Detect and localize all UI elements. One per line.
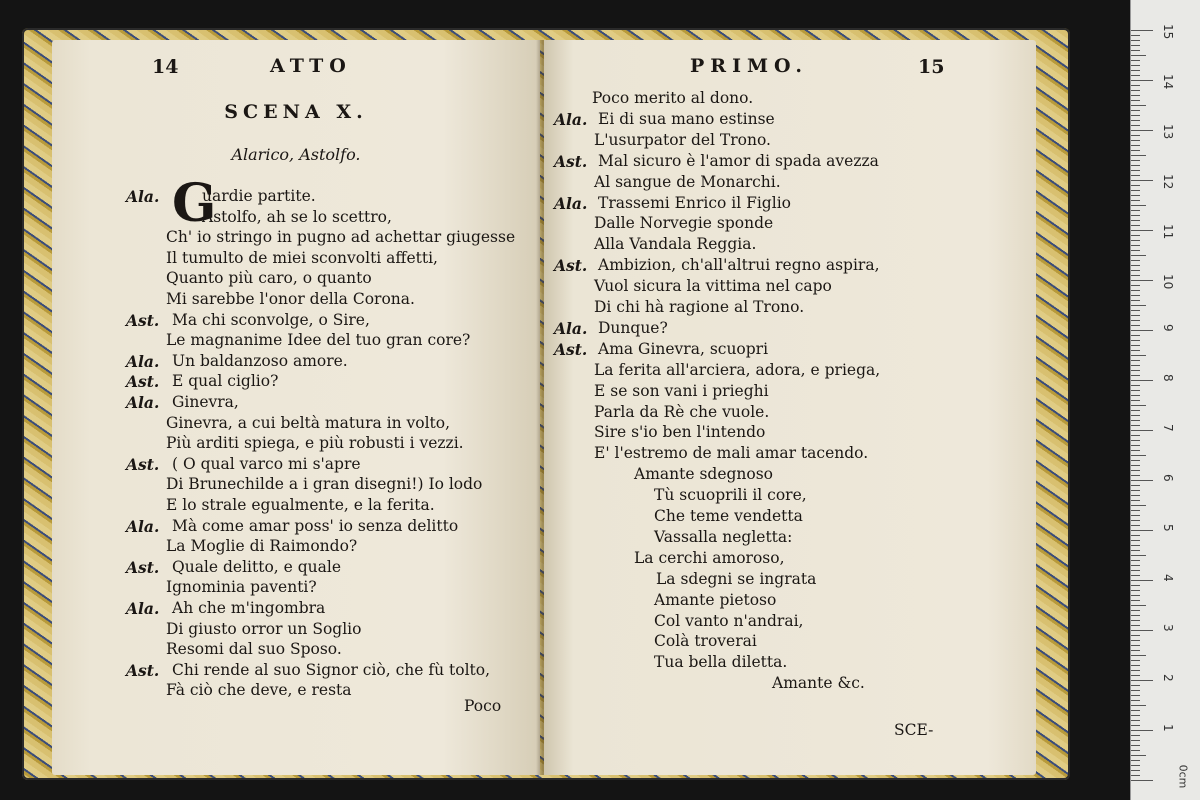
- page-number: 14: [152, 56, 179, 78]
- ruler-tick: [1131, 710, 1140, 711]
- ruler-tick: [1131, 190, 1140, 191]
- ruler-tick: [1131, 205, 1146, 206]
- ruler-tick: [1131, 735, 1140, 736]
- ruler-tick: [1131, 445, 1140, 446]
- ruler-number: 1: [1161, 724, 1175, 732]
- ruler-tick: [1131, 605, 1146, 606]
- drop-cap: G: [172, 173, 217, 234]
- ruler-tick: [1131, 165, 1140, 166]
- ruler-tick: [1131, 655, 1146, 656]
- ruler-tick: [1131, 535, 1140, 536]
- ruler-tick: [1131, 460, 1140, 461]
- ruler-tick: [1131, 320, 1140, 321]
- ruler-tick: [1131, 590, 1140, 591]
- speaker-label: Ala.: [126, 187, 160, 206]
- ruler-tick: [1131, 465, 1140, 466]
- ruler-tick: [1131, 235, 1140, 236]
- ruler-tick: [1131, 490, 1140, 491]
- ruler-tick: [1131, 705, 1146, 706]
- measuring-ruler: [1130, 0, 1200, 800]
- verse-line: Di Brunechilde a i gran disegni!) Io lodo: [166, 475, 483, 494]
- verse-line: Ginevra, a cui beltà matura in volto,: [166, 413, 451, 432]
- verse-line: Vuol sicura la vittima nel capo: [594, 277, 832, 296]
- verse-line: L'usurpator del Trono.: [594, 130, 771, 149]
- ruler-tick: [1131, 670, 1140, 671]
- catchword: Poco: [464, 697, 502, 715]
- ruler-tick: [1131, 575, 1140, 576]
- ruler-tick: [1131, 120, 1140, 121]
- ruler-tick: [1131, 690, 1140, 691]
- ruler-tick: [1131, 370, 1140, 371]
- ruler-tick: [1131, 495, 1140, 496]
- ruler-tick: [1131, 625, 1140, 626]
- ruler-tick: [1131, 595, 1140, 596]
- ruler-tick: [1131, 405, 1146, 406]
- ruler-tick: [1131, 315, 1140, 316]
- ruler-tick: [1131, 545, 1140, 546]
- ruler-tick: [1131, 265, 1140, 266]
- ruler-tick: [1131, 755, 1146, 756]
- verse-line: Chi rende al suo Signor ciò, che fù tolto,: [172, 660, 491, 679]
- verse-line: La ferita all'arciera, adora, e priega,: [594, 360, 881, 379]
- ruler-tick: [1131, 695, 1140, 696]
- verse-line: Ah che m'ingombra: [172, 599, 326, 617]
- ruler-tick: [1131, 200, 1140, 201]
- ruler-number: 13: [1161, 124, 1175, 140]
- running-header: ATTO: [270, 55, 352, 77]
- verse-line: Le magnanime Idee del tuo gran core?: [166, 331, 471, 350]
- ruler-tick: [1131, 300, 1140, 301]
- verse-line: Colà troverai: [654, 632, 757, 651]
- ruler-tick: [1131, 425, 1140, 426]
- ruler-tick: [1131, 480, 1153, 481]
- ruler-tick: [1131, 80, 1153, 81]
- speaker-label: Ast.: [554, 256, 588, 276]
- verse-line: Di chi hà ragione al Trono.: [594, 298, 805, 316]
- speaker-label: Ala.: [126, 393, 160, 412]
- verse-line: Dalle Norvegie sponde: [594, 214, 774, 233]
- speaker-label: Ala.: [554, 109, 588, 129]
- ruler-tick: [1131, 585, 1140, 586]
- ruler-tick: [1131, 780, 1153, 781]
- speaker-label: Ala.: [126, 516, 160, 536]
- verse-line: E se son vani i prieghi: [594, 381, 769, 400]
- ruler-tick: [1131, 680, 1153, 681]
- verse-line: Fà ciò che deve, e resta: [166, 681, 352, 700]
- ruler-tick: [1131, 355, 1146, 356]
- ruler-tick: [1131, 325, 1140, 326]
- ruler-tick: [1131, 745, 1140, 746]
- ruler-tick: [1131, 365, 1140, 366]
- ruler-tick: [1131, 350, 1140, 351]
- verse-line: Resomi dal suo Sposo.: [166, 640, 342, 659]
- verse-line: Ma chi sconvolge, o Sire,: [172, 310, 370, 329]
- verse-line: Che teme vendetta: [654, 507, 803, 525]
- ruler-tick: [1131, 275, 1140, 276]
- ruler-tick: [1131, 30, 1153, 31]
- ruler-number: 7: [1161, 424, 1175, 432]
- ruler-tick: [1131, 330, 1153, 331]
- speaker-label: Ala.: [554, 318, 588, 338]
- ruler-tick: [1131, 740, 1140, 741]
- ruler-tick: [1131, 230, 1153, 231]
- ruler-tick: [1131, 645, 1140, 646]
- ruler-number: 12: [1161, 174, 1175, 190]
- ruler-number: 5: [1161, 524, 1175, 532]
- verse-line: Dunque?: [598, 318, 668, 337]
- ruler-tick: [1131, 520, 1140, 521]
- ruler-tick: [1131, 95, 1140, 96]
- verse-line: Amante pietoso: [654, 590, 777, 609]
- speaker-label: Ast.: [554, 339, 588, 359]
- ruler-tick: [1131, 775, 1140, 776]
- ruler-tick: [1131, 290, 1140, 291]
- verse-line: E qual ciglio?: [172, 372, 279, 391]
- speaker-label: Ala.: [126, 351, 160, 371]
- ruler-unit-label: 0cm: [1176, 764, 1190, 789]
- verse-line: Ama Ginevra, scuopri: [598, 339, 769, 358]
- ruler-number: 15: [1161, 24, 1175, 40]
- speaker-label: Ala.: [554, 193, 588, 213]
- ruler-tick: [1131, 615, 1140, 616]
- ruler-tick: [1131, 180, 1153, 181]
- speaker-label: Ast.: [554, 151, 588, 171]
- ruler-tick: [1131, 715, 1140, 716]
- ruler-tick: [1131, 765, 1140, 766]
- verse-line: Ginevra,: [172, 393, 239, 411]
- ruler-tick: [1131, 770, 1140, 771]
- ruler-tick: [1131, 100, 1140, 101]
- ruler-tick: [1131, 270, 1140, 271]
- running-header: PRIMO.: [690, 55, 809, 77]
- verse-line: Di giusto orror un Soglio: [166, 619, 362, 638]
- ruler-tick: [1131, 730, 1153, 731]
- ruler-tick: [1131, 65, 1140, 66]
- verse-line: uardie partite.: [202, 187, 316, 205]
- ruler-tick: [1131, 525, 1140, 526]
- verse-line: Ignominia paventi?: [166, 578, 317, 597]
- ruler-tick: [1131, 110, 1140, 111]
- verse-line: Ambizion, ch'all'altrui regno aspira,: [598, 256, 880, 275]
- ruler-tick: [1131, 155, 1146, 156]
- page-number: 15: [918, 56, 945, 78]
- ruler-tick: [1131, 385, 1140, 386]
- ruler-number: 6: [1161, 474, 1175, 482]
- verse-line: Tua bella diletta.: [654, 653, 788, 672]
- ruler-tick: [1131, 500, 1140, 501]
- verse-line: La Moglie di Raimondo?: [166, 537, 358, 556]
- verse-line: Ch' io stringo in pugno ad achettar giugesse: [166, 228, 516, 247]
- ruler-tick: [1131, 485, 1140, 486]
- ruler-tick: [1131, 250, 1140, 251]
- ruler-tick: [1131, 55, 1146, 56]
- verse-line: Alla Vandala Reggia.: [594, 235, 757, 254]
- ruler-tick: [1131, 515, 1140, 516]
- ruler-tick: [1131, 450, 1140, 451]
- ruler-tick: [1131, 550, 1140, 551]
- verse-line: Amante sdegnoso: [634, 465, 774, 484]
- ruler-number: 9: [1161, 324, 1175, 332]
- ruler-tick: [1131, 400, 1140, 401]
- ruler-tick: [1131, 760, 1140, 761]
- ruler-tick: [1131, 455, 1146, 456]
- ruler-tick: [1131, 555, 1146, 556]
- ruler-tick: [1131, 285, 1140, 286]
- ruler-tick: [1131, 50, 1140, 51]
- ruler-tick: [1131, 60, 1140, 61]
- ruler-tick: [1131, 410, 1140, 411]
- ruler-tick: [1131, 335, 1140, 336]
- ruler-tick: [1131, 240, 1140, 241]
- ruler-tick: [1131, 130, 1153, 131]
- ruler-tick: [1131, 70, 1140, 71]
- verse-line: Astolfo, ah se lo scettro,: [202, 207, 392, 226]
- ruler-tick: [1131, 135, 1140, 136]
- verse-line: ( O qual varco mi s'apre: [172, 454, 361, 473]
- verse-line: La cerchi amoroso,: [634, 548, 785, 567]
- ruler-tick: [1131, 430, 1153, 431]
- ruler-tick: [1131, 220, 1140, 221]
- ruler-tick: [1131, 345, 1140, 346]
- ruler-tick: [1131, 305, 1146, 306]
- ruler-number: 2: [1161, 674, 1175, 682]
- ruler-tick: [1131, 570, 1140, 571]
- ruler-tick: [1131, 610, 1140, 611]
- speaker-label: Ast.: [126, 372, 160, 392]
- ruler-tick: [1131, 640, 1140, 641]
- ruler-tick: [1131, 125, 1140, 126]
- ruler-tick: [1131, 45, 1140, 46]
- verse-line: Col vanto n'andrai,: [654, 611, 804, 630]
- ruler-tick: [1131, 215, 1140, 216]
- verse-line: Poco merito al dono.: [592, 89, 754, 107]
- catchword: SCE-: [894, 721, 934, 739]
- ruler-tick: [1131, 665, 1140, 666]
- verse-line: La sdegni se ingrata: [656, 569, 817, 588]
- ruler-tick: [1131, 725, 1140, 726]
- right-page: [544, 40, 1036, 775]
- ruler-tick: [1131, 440, 1140, 441]
- speaker-label: Ast.: [126, 660, 160, 680]
- ruler-tick: [1131, 185, 1140, 186]
- verse-line: Parla da Rè che vuole.: [594, 402, 770, 421]
- ruler-tick: [1131, 35, 1140, 36]
- ruler-tick: [1131, 510, 1140, 511]
- ruler-number: 8: [1161, 374, 1175, 382]
- ruler-tick: [1131, 340, 1140, 341]
- ruler-tick: [1131, 280, 1153, 281]
- ruler-tick: [1131, 395, 1140, 396]
- verse-line: Vassalla negletta:: [654, 527, 793, 546]
- ruler-tick: [1131, 40, 1140, 41]
- ruler-tick: [1131, 580, 1153, 581]
- scene-characters: Alarico, Astolfo.: [231, 145, 361, 164]
- verse-line: Quanto più caro, o quanto: [166, 269, 372, 288]
- verse-line: Mal sicuro è l'amor di spada avezza: [598, 151, 879, 170]
- ruler-tick: [1131, 260, 1140, 261]
- speaker-label: Ast.: [126, 557, 160, 577]
- speaker-label: Ast.: [126, 454, 160, 474]
- verse-line: Quale delitto, e quale: [172, 557, 342, 576]
- verse-line: Amante &c.: [772, 674, 865, 693]
- ruler-tick: [1131, 505, 1146, 506]
- ruler-number: 3: [1161, 624, 1175, 632]
- ruler-number: 11: [1161, 224, 1175, 240]
- ruler-tick: [1131, 565, 1140, 566]
- ruler-tick: [1131, 140, 1140, 141]
- verse-line: Un baldanzoso amore.: [172, 351, 348, 370]
- left-page: [52, 40, 540, 775]
- ruler-tick: [1131, 620, 1140, 621]
- ruler-tick: [1131, 115, 1140, 116]
- ruler-tick: [1131, 600, 1140, 601]
- ruler-tick: [1131, 750, 1140, 751]
- ruler-tick: [1131, 375, 1140, 376]
- verse-line: Mà come amar poss' io senza delitto: [172, 516, 459, 535]
- ruler-tick: [1131, 210, 1140, 211]
- ruler-tick: [1131, 635, 1140, 636]
- verse-line: Ei di sua mano estinse: [598, 109, 775, 128]
- ruler-tick: [1131, 475, 1140, 476]
- ruler-tick: [1131, 470, 1140, 471]
- ruler-number: 14: [1161, 74, 1175, 90]
- ruler-tick: [1131, 700, 1140, 701]
- ruler-tick: [1131, 90, 1140, 91]
- ruler-tick: [1131, 145, 1140, 146]
- speaker-label: Ala.: [126, 599, 160, 618]
- ruler-tick: [1131, 415, 1140, 416]
- ruler-tick: [1131, 105, 1146, 106]
- ruler-tick: [1131, 675, 1140, 676]
- verse-line: Al sangue de Monarchi.: [594, 172, 781, 191]
- ruler-tick: [1131, 540, 1140, 541]
- ruler-tick: [1131, 255, 1146, 256]
- ruler-tick: [1131, 420, 1140, 421]
- ruler-tick: [1131, 245, 1140, 246]
- speaker-label: Ast.: [126, 310, 160, 330]
- verse-line: Il tumulto de miei sconvolti affetti,: [166, 248, 438, 267]
- ruler-tick: [1131, 310, 1140, 311]
- ruler-number: 4: [1161, 574, 1175, 582]
- ruler-tick: [1131, 530, 1153, 531]
- ruler-tick: [1131, 660, 1140, 661]
- ruler-tick: [1131, 720, 1140, 721]
- verse-line: Più arditi spiega, e più robusti i vezzi.: [166, 434, 464, 453]
- ruler-tick: [1131, 390, 1140, 391]
- ruler-tick: [1131, 85, 1140, 86]
- verse-line: Mi sarebbe l'onor della Corona.: [166, 290, 415, 308]
- ruler-tick: [1131, 360, 1140, 361]
- ruler-tick: [1131, 630, 1153, 631]
- verse-line: E' l'estremo de mali amar tacendo.: [594, 444, 869, 463]
- ruler-tick: [1131, 170, 1140, 171]
- verse-line: Sire s'io ben l'intendo: [594, 423, 766, 442]
- ruler-tick: [1131, 295, 1140, 296]
- ruler-tick: [1131, 435, 1140, 436]
- verse-line: Trassemi Enrico il Figlio: [598, 193, 791, 212]
- ruler-tick: [1131, 560, 1140, 561]
- verse-line: E lo strale egualmente, e la ferita.: [166, 496, 435, 514]
- ruler-tick: [1131, 150, 1140, 151]
- ruler-tick: [1131, 380, 1153, 381]
- scene-title: SCENA X.: [224, 101, 368, 123]
- verse-line: Tù scuoprili il core,: [654, 486, 807, 505]
- ruler-tick: [1131, 195, 1140, 196]
- ruler-tick: [1131, 225, 1140, 226]
- ruler-tick: [1131, 75, 1140, 76]
- ruler-tick: [1131, 160, 1140, 161]
- ruler-number: 10: [1161, 274, 1175, 290]
- ruler-tick: [1131, 685, 1140, 686]
- ruler-tick: [1131, 175, 1140, 176]
- ruler-tick: [1131, 650, 1140, 651]
